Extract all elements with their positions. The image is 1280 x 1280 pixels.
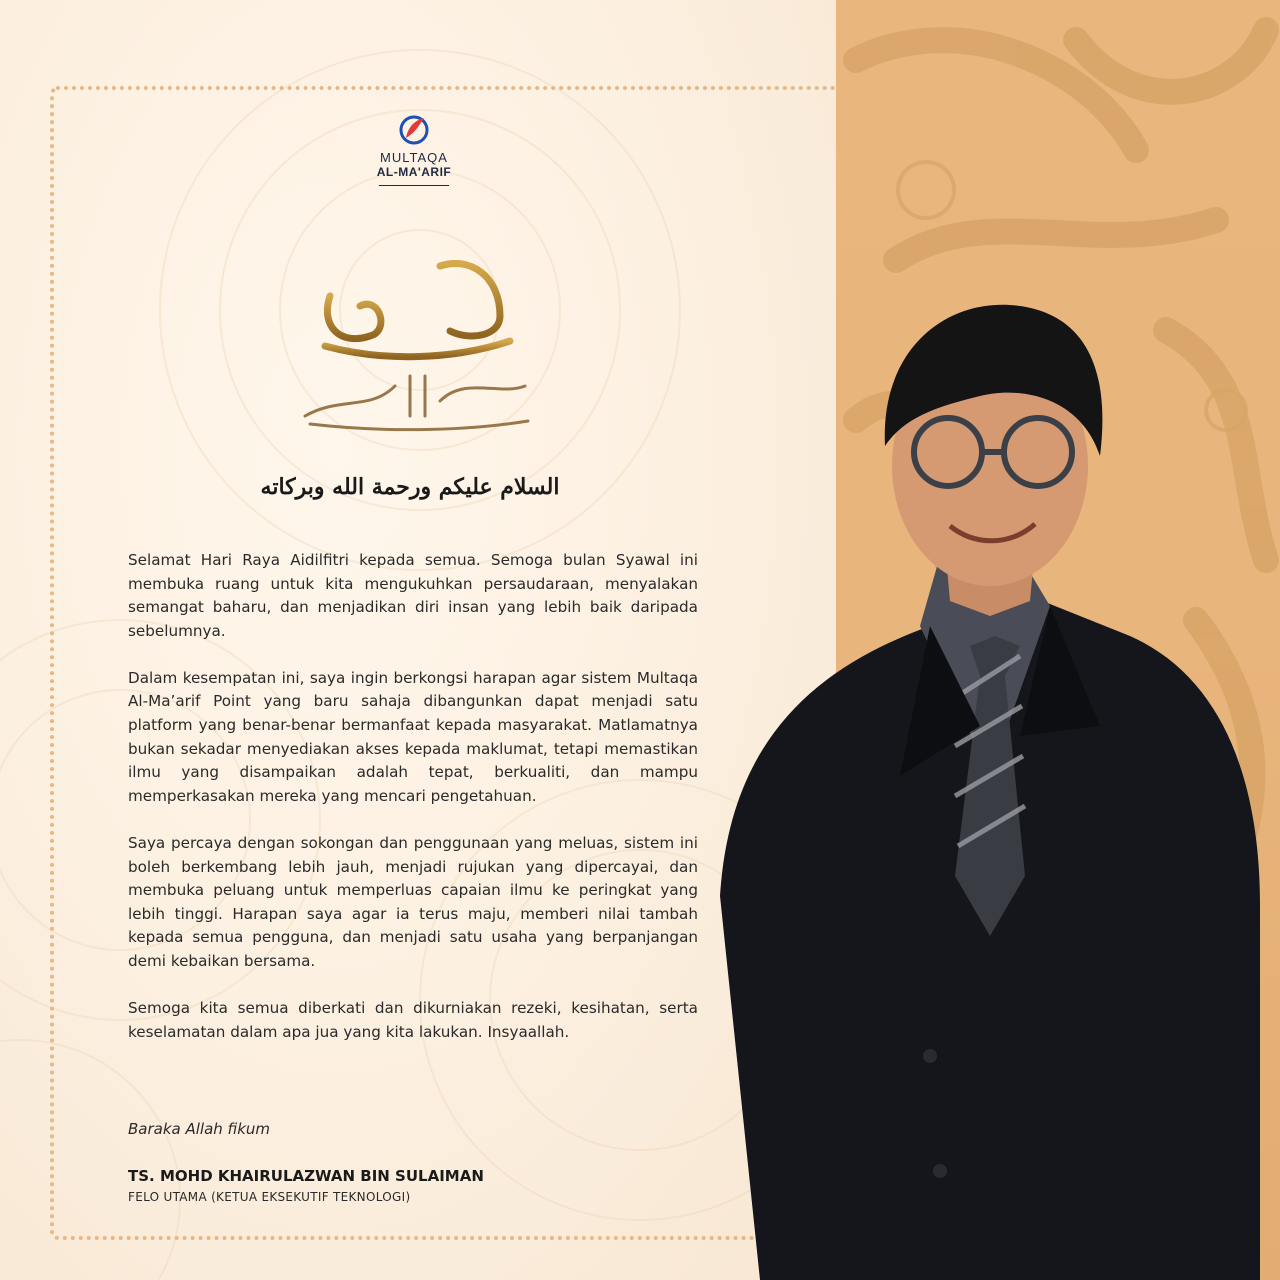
- jacket-button: [933, 1164, 947, 1178]
- multaqa-logo: [364, 112, 464, 186]
- logo-line1: MULTAQA: [380, 150, 448, 165]
- closing-text: Baraka Allah fikum: [128, 1120, 271, 1138]
- eid-mubarak-calligraphy: [300, 236, 530, 440]
- salam-greeting: السلام عليكم ورحمة الله وبركاته: [260, 474, 560, 500]
- quill-logo-icon: [396, 112, 432, 148]
- signatory-name: TS. MOHD KHAIRULAZWAN BIN SULAIMAN: [128, 1167, 484, 1185]
- portrait-photo: [700, 256, 1280, 1280]
- message-body: [128, 549, 698, 1068]
- message-paragraph: Dalam kesempatan ini, saya ingin berkongsi harapan agar sistem Multaqa Al-Ma’arif Point yang baru sahaja dibangunkan dapat menjadi satu platform yang benar-benar bermanfaat kepada masyarakat. Matlamatnya bukan sekadar menyediakan akses kepada maklumat, tetapi memastikan ilmu yang disampaikan adalah tepat, berkualiti, dan mampu memperkasakan mereka yang mencari pengetahuan.: [128, 668, 698, 805]
- jacket-button: [923, 1049, 937, 1063]
- signatory-title: FELO UTAMA (KETUA EKSEKUTIF TEKNOLOGI): [128, 1190, 411, 1204]
- eid-calligraphy-artwork: [300, 236, 530, 436]
- logo-line2: AL-MA'ARIF: [376, 165, 452, 179]
- message-paragraph: Selamat Hari Raya Aidilfitri kepada semua. Semoga bulan Syawal ini membuka ruang untuk kita mengukuhkan persaudaraan, menyalakan semangat baharu, dan menjadikan diri insan yang lebih baik daripada sebelumnya.: [128, 551, 698, 640]
- message-paragraph: Semoga kita semua diberkati dan dikurniakan rezeki, kesihatan, serta keselamatan dalam apa jua yang kita lakukan. Insyaallah.: [128, 999, 698, 1041]
- logo-divider: [379, 185, 449, 186]
- message-paragraph: Saya percaya dengan sokongan dan penggunaan yang meluas, sistem ini boleh berkembang lebih jauh, menjadi rujukan yang dipercayai, dan membuka peluang untuk memperluas capaian ilmu ke peringkat yang lebih tinggi. Harapan saya agar ia terus maju, memberi nilai tambah kepada semua pengguna, dan menjadi satu usaha yang berpanjangan demi kebaikan bersama.: [128, 833, 698, 970]
